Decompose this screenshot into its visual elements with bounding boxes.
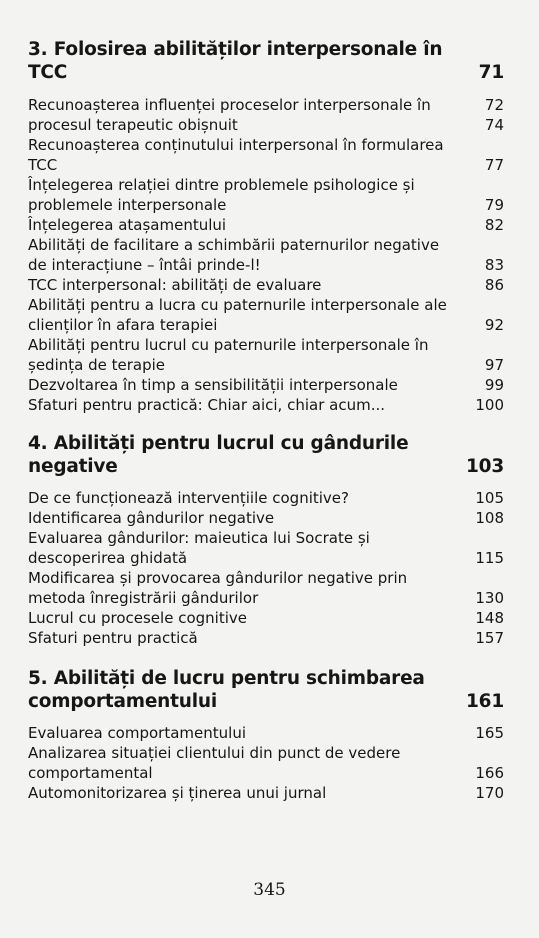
toc-entry [28,235,504,275]
toc-entry [28,95,504,135]
entry-page: 170 [475,784,504,802]
toc-entry [28,215,504,235]
toc-entry [28,375,504,395]
toc-entry [28,568,504,608]
entry-page: 99 [484,376,504,394]
entry-page: 165 [475,724,504,742]
toc-entry [28,488,504,508]
entry-title: Dezvoltarea în timp a sensibilității interpersonale [28,376,398,394]
toc-entry [28,175,504,215]
toc-entry [28,628,504,648]
entry-page: 92 [484,316,504,334]
entry-page: 105 [475,489,504,507]
entry-page: 115 [475,549,504,567]
toc-entry [28,508,504,528]
chapter-page: 71 [478,62,504,83]
entry-page: 79 [484,196,504,214]
chapter-heading [28,38,504,84]
entry-title: Modificarea și provocarea gândurilor negative prin metoda înregistrării gândurilor [28,569,408,607]
toc-entry [28,528,504,568]
entry-title: Înțelegerea relației dintre problemele psihologice și problemele interpersonale [28,176,415,214]
entry-title: Abilități pentru a lucra cu paternurile interpersonale ale clienților în afara terapiei [28,296,447,334]
toc-entry [28,295,504,335]
entry-title: Lucrul cu procesele cognitive [28,609,247,627]
entry-title: Recunoașterea influenței proceselor interpersonale în procesul terapeutic obișnuit [28,96,431,134]
toc-entry [28,395,504,415]
entry-page: 83 [484,256,504,274]
chapter-page: 103 [465,456,504,477]
toc-entry [28,135,504,175]
entry-page: 148 [475,609,504,627]
entry-title: Identificarea gândurilor negative [28,509,275,527]
entry-page: 86 [484,276,504,294]
chapter-title: 5. Abilități de lucru pentru schimbarea comportamentului [28,668,425,712]
entry-title: Recunoașterea conținutului interpersonal în formularea TCC [28,136,444,174]
chapter-page: 161 [465,691,504,712]
entry-title: Evaluarea comportamentului [28,724,246,742]
entry-page: 157 [475,629,504,647]
entry-page: 100 [475,396,504,414]
entry-page: 166 [475,764,504,782]
entry-page: 130 [475,589,504,607]
entry-title: Sfaturi pentru practică [28,629,198,647]
page-number: 345 [253,880,286,900]
entry-title: TCC interpersonal: abilități de evaluare [28,276,322,294]
entry-title: Sfaturi pentru practică: Chiar aici, chiar acum... [28,396,385,414]
chapter-title: 3. Folosirea abilităților interpersonale în TCC [28,39,443,83]
table-of-contents [28,38,504,803]
chapter-heading [28,432,504,478]
toc-entry [28,783,504,803]
entry-page: 97 [484,356,504,374]
chapter-title: 4. Abilități pentru lucrul cu gândurile negative [28,433,409,477]
entry-title: Analizarea situației clientului din punct de vedere comportamental [28,744,401,782]
toc-entry [28,335,504,375]
entry-title: De ce funcționează intervențiile cognitive? [28,489,349,507]
entry-title: Automonitorizarea și ținerea unui jurnal [28,784,327,802]
entry-title: Abilități pentru lucrul cu paternurile interpersonale în ședința de terapie [28,336,429,374]
entry-page: 108 [475,509,504,527]
toc-entry [28,608,504,628]
toc-entry [28,723,504,743]
chapter-heading [28,667,504,713]
toc-entry [28,743,504,783]
entry-page: 72 74 [484,96,504,134]
entry-page: 77 [484,156,504,174]
entry-title: Înțelegerea atașamentului [28,216,227,234]
entry-page: 82 [484,216,504,234]
toc-entry [28,275,504,295]
entry-title: Abilități de facilitare a schimbării paternurilor negative de interacțiune – întâi prinde-l! [28,236,440,274]
entry-title: Evaluarea gândurilor: maieutica lui Socrate și descoperirea ghidată [28,529,370,567]
